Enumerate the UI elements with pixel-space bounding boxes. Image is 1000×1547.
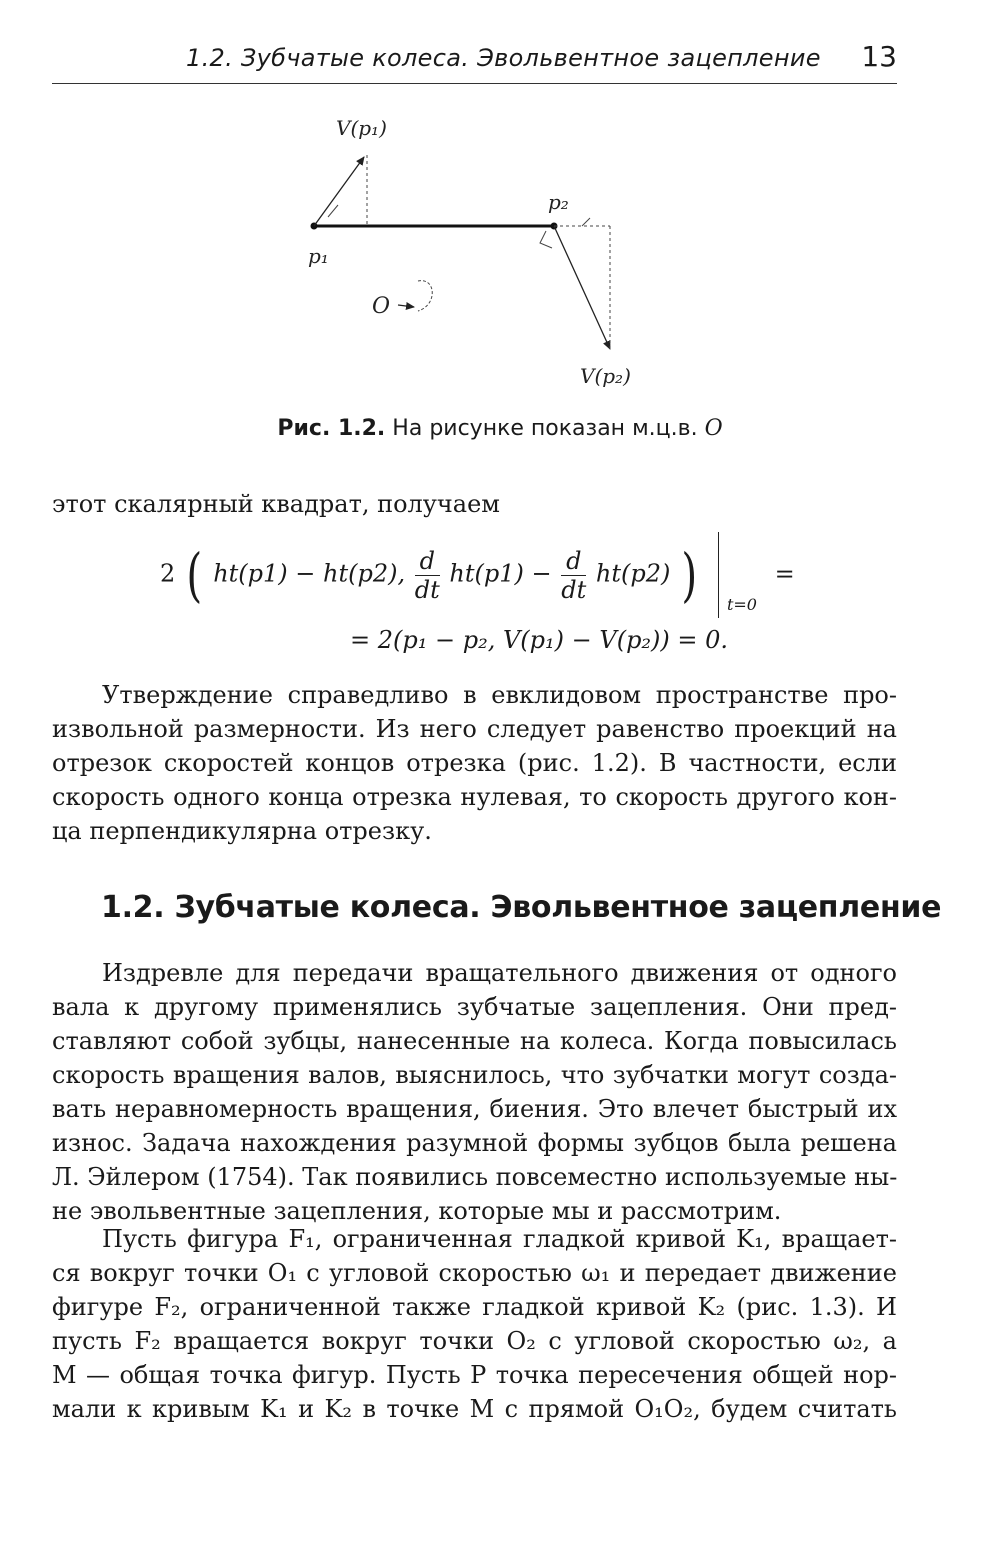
p3-line: фигуре F₂, ограниченной также гладкой кривой K₂ (рис. 1.3). И xyxy=(52,1293,897,1321)
rotation-center-pointer xyxy=(398,305,414,307)
p1-line: Утверждение справедливо в евклидовом пространстве про- xyxy=(102,681,897,709)
label-p1: p₁ xyxy=(308,244,329,268)
running-title: 1.2. Зубчатые колеса. Эвольвентное зацепление xyxy=(186,44,821,72)
figure-velocity-diagram xyxy=(290,105,650,395)
p2-line: Л. Эйлером (1754). Так появились повсеместно используемые ны- xyxy=(52,1163,897,1191)
caption-label: Рис. 1.2. xyxy=(277,416,386,441)
p1-line: извольной размерности. Из него следует равенство проекций на xyxy=(52,715,897,743)
eq-term-1: ht(p1) − xyxy=(449,559,552,588)
p2-line: вать неравномерность вращения, биения. Это влечет быстрый их xyxy=(52,1095,897,1123)
p3-line: Пусть фигура F₁, ограниченная гладкой кривой K₁, вращает- xyxy=(102,1225,897,1253)
p1-line: скорость одного конца отрезка нулевая, то скорость другого кон- xyxy=(52,783,897,811)
eq-fraction-2: $\frac{d}{dt}$ xyxy=(561,546,587,604)
p3-line: ся вокруг точки O₁ с угловой скоростью ω₁ и передает движение xyxy=(52,1259,897,1287)
p3-line: M — общая точка фигур. Пусть P точка пересечения общей нор- xyxy=(52,1361,897,1389)
p2-line: не эвольвентные зацепления, которые мы и рассмотрим. xyxy=(52,1197,782,1225)
eq-inner-text: ht(p1) − ht(p2), xyxy=(213,559,406,588)
p3-line: пусть F₂ вращается вокруг точки O₂ с угловой скоростью ω₂, а xyxy=(52,1327,897,1355)
eq-coefficient: 2 xyxy=(160,559,176,588)
equation-line-1: 2 ( ht(p1) − ht(p2), $\frac{d}{dt}$ ht(p1) − $\frac{d}{dt}$ ht(p2) ) $_{t=0}$ = xyxy=(160,532,795,618)
p1-line: отрезок скоростей концов отрезка (рис. 1.2). В частности, если xyxy=(52,749,897,777)
p2-line: износ. Задача нахождения разумной формы зубцов была решена xyxy=(52,1129,897,1157)
tick-p1 xyxy=(328,205,338,217)
velocity-arrow-p1 xyxy=(314,157,364,226)
eq-eval-subscript: t=0 xyxy=(726,594,757,614)
section-heading: 1.2. Зубчатые колеса. Эвольвентное зацепление xyxy=(101,890,942,925)
eq-equals: = xyxy=(774,559,795,588)
caption-symbol: O xyxy=(704,416,723,441)
p2-line: вала к другому применялись зубчатые зацепления. Они пред- xyxy=(52,993,897,1021)
label-v-p2: V(p₂) xyxy=(580,364,631,388)
label-p2: p₂ xyxy=(548,190,569,214)
p3-line: мали к кривым K₁ и K₂ в точке M с прямой O₁O₂, будем считать xyxy=(52,1395,897,1423)
equation-line-2: = 2(p₁ − p₂, V(p₁) − V(p₂)) = 0. xyxy=(350,626,729,654)
figure-caption xyxy=(0,416,1000,441)
header-rule xyxy=(52,83,897,84)
page-number: 13 xyxy=(861,40,897,73)
label-o: O xyxy=(372,294,391,319)
eq-term-2: ht(p2) xyxy=(595,559,671,588)
p2-line: скорость вращения валов, выяснилось, что зубчатки могут созда- xyxy=(52,1061,897,1089)
p2-line: Издревле для передачи вращательного движения от одного xyxy=(102,959,897,987)
eq-fraction-1: $\frac{d}{dt}$ xyxy=(414,546,440,604)
lead-line: этот скалярный квадрат, получаем xyxy=(52,490,500,518)
tick-p2 xyxy=(582,218,590,226)
right-angle-mark xyxy=(540,231,552,248)
p1-line: ца перпендикулярна отрезку. xyxy=(52,817,432,845)
caption-text: На рисунке показан м.ц.в. xyxy=(392,416,698,441)
p2-line: ставляют собой зубцы, нанесенные на колеса. Когда повысилась xyxy=(52,1027,897,1055)
rotation-arc xyxy=(418,281,432,311)
velocity-arrow-p2 xyxy=(554,226,610,349)
label-v-p1: V(p₁) xyxy=(336,116,387,140)
